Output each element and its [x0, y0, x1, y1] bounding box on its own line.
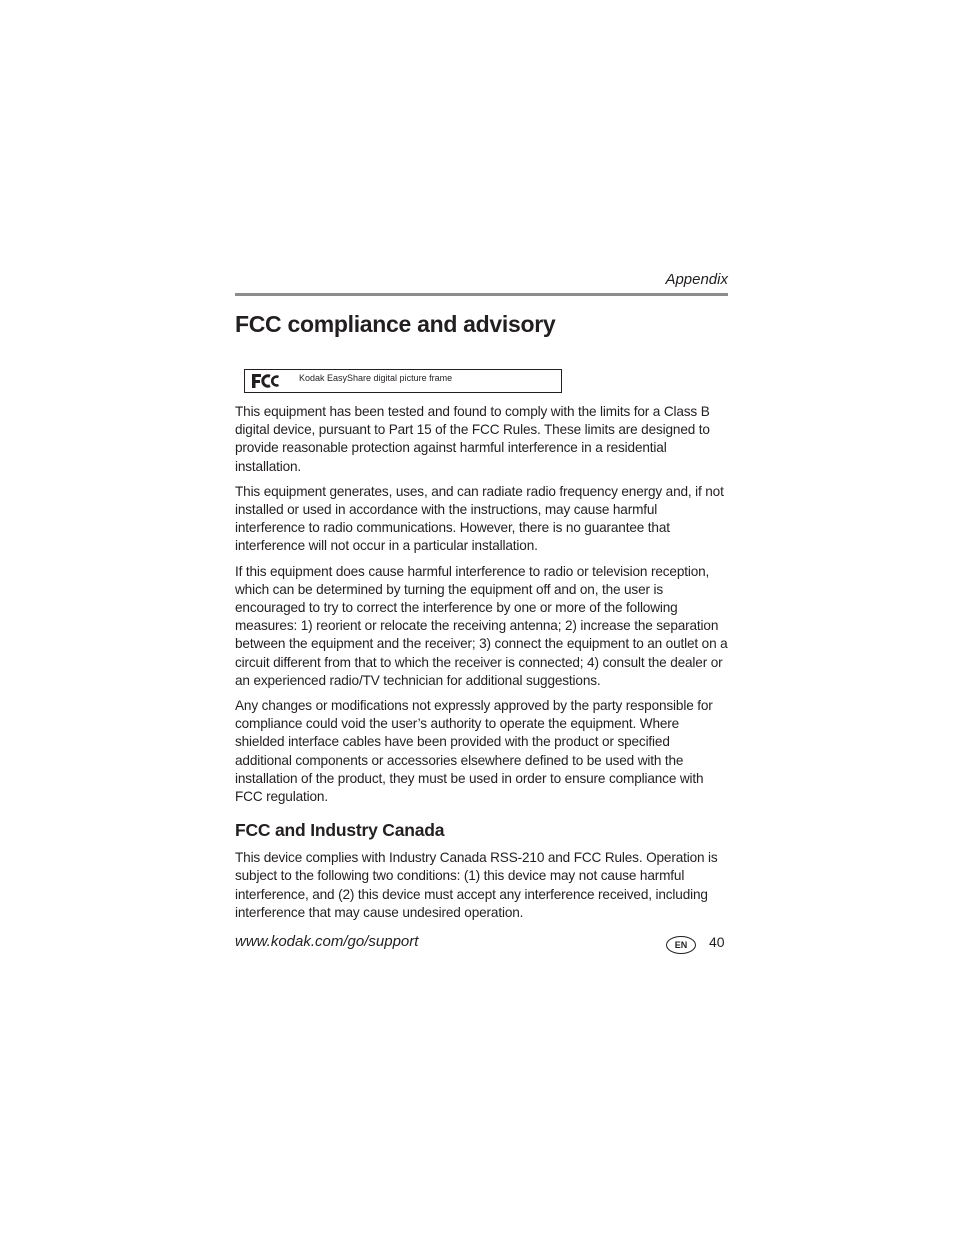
- paragraph: If this equipment does cause harmful interference to radio or television reception, which can be determined by turning the equipment off and on, the user is encouraged to try to correct the interference by one or more of the following measures: 1) reorient or relocate the receiving antenna; 2) increase the separation between the equipment and the receiver; 3) connect the equipment to an outlet on a circuit different from that to which the receiver is connected; 4) consult the dealer or an experienced radio/TV technician for additional suggestions.: [235, 563, 728, 688]
- page-title: FCC compliance and advisory: [235, 311, 556, 337]
- footer-support-url: www.kodak.com/go/support: [235, 933, 419, 950]
- fcc-label-box: [244, 369, 562, 393]
- body-text: [235, 403, 728, 929]
- fcc-logo-icon: [251, 372, 281, 390]
- document-page: [235, 0, 728, 1235]
- fcc-box-caption: Kodak EasyShare digital picture frame: [299, 373, 453, 383]
- header-rule: [235, 293, 728, 296]
- paragraph: This equipment generates, uses, and can radiate radio frequency energy and, if not installed or used in accordance with the instructions, may cause harmful interference to radio communications. However, there is no guarantee that interference will not occur in a particular installation.: [235, 483, 724, 554]
- subsection-heading: FCC and Industry Canada: [235, 820, 445, 841]
- paragraph: Any changes or modifications not expressly approved by the party responsible for compliance could void the user’s authority to operate the equipment. Where shielded interface cables have been provided with the product or specified additional components or accessories elsewhere defined to be used with the installation of the product, they must be used in order to ensure compliance with FCC regulation.: [235, 698, 713, 805]
- paragraph: This device complies with Industry Canada RSS-210 and FCC Rules. Operation is subject to the following two conditions: (1) this device may not cause harmful interference, and (2) this device must accept any interference received, including interference that may cause undesired operation.: [235, 850, 718, 920]
- language-badge: EN: [666, 936, 696, 954]
- page-number: 40: [709, 934, 725, 950]
- running-header: Appendix: [665, 271, 728, 288]
- paragraph: This equipment has been tested and found to comply with the limits for a Class B digital device, pursuant to Part 15 of the FCC Rules. These limits are designed to provide reasonable protection against harmful interference in a residential installation.: [235, 404, 710, 474]
